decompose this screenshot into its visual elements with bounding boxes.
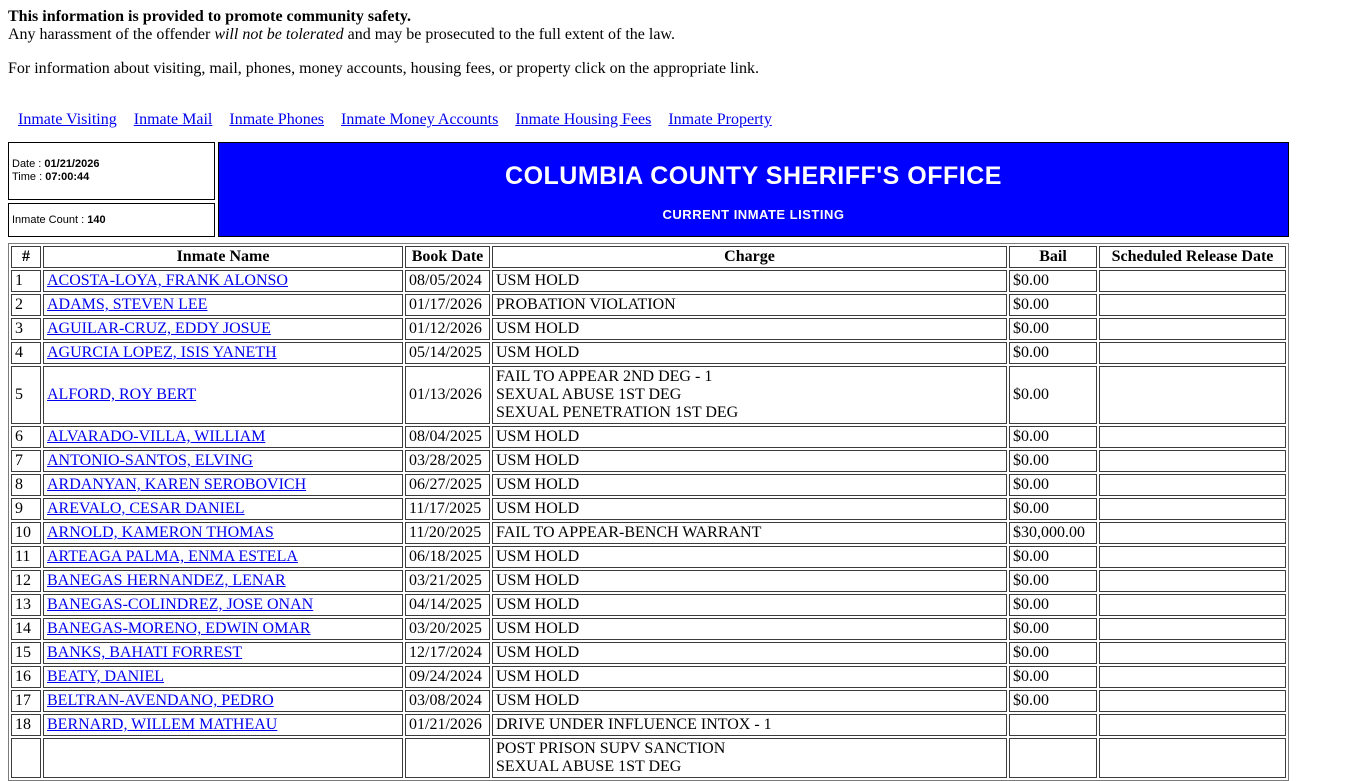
inmate-name-link[interactable]: AGURCIA LOPEZ, ISIS YANETH [47,344,277,361]
book-date-cell: 06/18/2025 [405,546,490,568]
release-date-cell [1099,366,1286,424]
row-number-cell [11,738,41,778]
bail-cell: $0.00 [1009,294,1097,316]
bail-cell: $0.00 [1009,342,1097,364]
inmate-row [11,270,1286,292]
inmate-row [11,714,1286,736]
charge-cell: USM HOLD [492,594,1007,616]
bail-cell: $30,000.00 [1009,522,1097,544]
book-date-cell: 01/17/2026 [405,294,490,316]
charge-cell: USM HOLD [492,546,1007,568]
table-header-row [11,246,1286,268]
book-date-cell: 08/05/2024 [405,270,490,292]
release-date-cell [1099,618,1286,640]
charge-cell: USM HOLD [492,690,1007,712]
row-number-cell: 7 [11,450,41,472]
release-date-cell [1099,426,1286,448]
disclaimer-line1: This information is provided to promote community safety. [8,8,411,25]
bail-cell: $0.00 [1009,498,1097,520]
charge-cell: DRIVE UNDER INFLUENCE INTOX - 1 [492,714,1007,736]
link-inmate-housing-fees[interactable]: Inmate Housing Fees [515,111,652,128]
inmate-row [11,342,1286,364]
inmate-row [11,690,1286,712]
inmate-name-cell [43,714,403,736]
charge-cell: FAIL TO APPEAR-BENCH WARRANT [492,522,1007,544]
charge-cell: USM HOLD [492,270,1007,292]
office-banner [218,142,1289,237]
charge-cell: USM HOLD [492,498,1007,520]
info-line: For information about visiting, mail, phones, money accounts, housing fees, or property click on the appropriate link. [8,60,759,77]
row-number-cell: 17 [11,690,41,712]
page-title: COLUMBIA COUNTY SHERIFF'S OFFICE [505,162,1002,190]
inmate-name-cell [43,666,403,688]
inmate-row [11,294,1286,316]
link-inmate-mail[interactable]: Inmate Mail [133,111,213,128]
row-number-cell: 3 [11,318,41,340]
inmate-name-cell [43,546,403,568]
col-header-scheduled-release-date: Scheduled Release Date [1099,246,1286,268]
inmate-row [11,594,1286,616]
inmate-table [8,243,1289,781]
inmate-row [11,366,1286,424]
row-number-cell: 12 [11,570,41,592]
inmate-row [11,546,1286,568]
time-value: 07:00:44 [45,171,90,183]
bail-cell [1009,738,1097,778]
book-date-cell: 03/20/2025 [405,618,490,640]
row-number-cell: 16 [11,666,41,688]
inmate-name-link[interactable]: BANEGAS-MORENO, EDWIN OMAR [47,620,311,637]
row-number-cell: 18 [11,714,41,736]
row-number-cell: 1 [11,270,41,292]
disclaimer-line2 [8,26,1358,44]
charge-cell: PROBATION VIOLATION [492,294,1007,316]
inmate-count-box [8,203,215,237]
row-number-cell: 2 [11,294,41,316]
inmate-name-cell [43,522,403,544]
book-date-cell: 08/04/2025 [405,426,490,448]
inmate-name-link[interactable]: ALVARADO-VILLA, WILLIAM [47,428,266,445]
inmate-name-link[interactable]: AREVALO, CESAR DANIEL [47,500,245,517]
charge-cell: USM HOLD [492,570,1007,592]
col-header-charge: Charge [492,246,1007,268]
inmate-name-cell [43,642,403,664]
bail-cell: $0.00 [1009,474,1097,496]
inmate-name-cell [43,318,403,340]
charge-cell: USM HOLD [492,474,1007,496]
release-date-cell [1099,498,1286,520]
disclaimer-line2-pre: Any harassment of the offender [8,26,215,43]
release-date-cell [1099,318,1286,340]
col-header-bail: Bail [1009,246,1097,268]
inmate-name-link[interactable]: BERNARD, WILLEM MATHEAU [47,716,278,733]
bail-cell: $0.00 [1009,270,1097,292]
inmate-row [11,570,1286,592]
inmate-name-cell [43,342,403,364]
book-date-cell: 05/14/2025 [405,342,490,364]
release-date-cell [1099,738,1286,778]
bail-cell: $0.00 [1009,666,1097,688]
inmate-name-cell [43,738,403,778]
inmate-row [11,618,1286,640]
inmate-name-cell [43,294,403,316]
datetime-box [8,142,215,200]
bail-cell: $0.00 [1009,570,1097,592]
book-date-cell: 11/17/2025 [405,498,490,520]
header-left-column [8,142,215,237]
inmate-row [11,474,1286,496]
release-date-cell [1099,450,1286,472]
inmate-row [11,522,1286,544]
book-date-cell: 03/08/2024 [405,690,490,712]
inmate-name-cell [43,498,403,520]
link-inmate-property[interactable]: Inmate Property [668,111,772,128]
charge-cell: USM HOLD [492,318,1007,340]
date-value: 01/21/2026 [44,158,100,170]
book-date-cell: 11/20/2025 [405,522,490,544]
book-date-cell: 12/17/2024 [405,642,490,664]
inmate-row [11,450,1286,472]
bail-cell: $0.00 [1009,690,1097,712]
disclaimer-line2-italic: will not be tolerated [214,26,344,43]
bail-cell: $0.00 [1009,366,1097,424]
inmate-name-cell [43,690,403,712]
row-number-cell: 4 [11,342,41,364]
row-number-cell: 9 [11,498,41,520]
inmate-name-link[interactable]: BEATY, DANIEL [47,668,165,685]
release-date-cell [1099,642,1286,664]
charge-cell: USM HOLD [492,450,1007,472]
charge-cell: USM HOLD [492,618,1007,640]
inmate-name-link[interactable]: BELTRAN-AVENDANO, PEDRO [47,692,274,709]
inmate-name-cell [43,474,403,496]
row-number-cell: 14 [11,618,41,640]
release-date-cell [1099,546,1286,568]
release-date-cell [1099,570,1286,592]
inmate-name-cell [43,618,403,640]
row-number-cell: 5 [11,366,41,424]
link-inmate-visiting[interactable]: Inmate Visiting [18,111,117,128]
inmate-name-cell [43,366,403,424]
book-date-cell: 01/21/2026 [405,714,490,736]
link-inmate-money-accounts[interactable]: Inmate Money Accounts [341,111,499,128]
time-row: Time : 07:00:44 [12,171,90,183]
row-number-cell: 15 [11,642,41,664]
inmate-name-cell [43,594,403,616]
bail-cell: $0.00 [1009,642,1097,664]
bail-cell: $0.00 [1009,426,1097,448]
bail-cell: $0.00 [1009,618,1097,640]
book-date-cell: 01/12/2026 [405,318,490,340]
bail-cell: $0.00 [1009,546,1097,568]
book-date-cell: 06/27/2025 [405,474,490,496]
charge-cell: USM HOLD [492,642,1007,664]
release-date-cell [1099,522,1286,544]
release-date-cell [1099,690,1286,712]
inmate-nav [18,111,1358,129]
book-date-cell [405,738,490,778]
inmate-table-body [11,270,1286,778]
bail-cell: $0.00 [1009,450,1097,472]
inmate-name-link[interactable]: ANTONIO-SANTOS, ELVING [47,452,253,469]
charge-cell: POST PRISON SUPV SANCTION SEXUAL ABUSE 1ST DEG [492,738,1007,778]
inmate-name-link[interactable]: ARNOLD, KAMERON THOMAS [47,524,274,541]
inmate-name-link[interactable]: AGUILAR-CRUZ, EDDY JOSUE [47,320,271,337]
col-header-book-date: Book Date [405,246,490,268]
inmate-name-cell [43,270,403,292]
inmate-row [11,666,1286,688]
inmate-row [11,738,1286,778]
inmate-name-link[interactable]: ARDANYAN, KAREN SEROBOVICH [47,476,307,493]
inmate-name-link[interactable]: BANEGAS HERNANDEZ, LENAR [47,572,286,589]
header-section [8,142,1289,237]
inmate-name-cell [43,426,403,448]
bail-cell: $0.00 [1009,318,1097,340]
col-header-inmate-name: Inmate Name [43,246,403,268]
inmate-name-link[interactable]: BANKS, BAHATI FORREST [47,644,243,661]
charge-cell: FAIL TO APPEAR 2ND DEG - 1 SEXUAL ABUSE 1ST DEG SEXUAL PENETRATION 1ST DEG [492,366,1007,424]
row-number-cell: 10 [11,522,41,544]
inmate-name-cell [43,570,403,592]
inmate-name-link[interactable]: ADAMS, STEVEN LEE [47,296,208,313]
inmate-row [11,426,1286,448]
row-number-cell: 13 [11,594,41,616]
inmate-row [11,498,1286,520]
release-date-cell [1099,666,1286,688]
row-number-cell: 8 [11,474,41,496]
bail-cell [1009,714,1097,736]
charge-cell: USM HOLD [492,666,1007,688]
bail-cell: $0.00 [1009,594,1097,616]
inmate-name-cell [43,450,403,472]
book-date-cell: 09/24/2024 [405,666,490,688]
release-date-cell [1099,294,1286,316]
charge-cell: USM HOLD [492,426,1007,448]
inmate-row [11,642,1286,664]
release-date-cell [1099,474,1286,496]
link-inmate-phones[interactable]: Inmate Phones [229,111,325,128]
release-date-cell [1099,342,1286,364]
book-date-cell: 03/21/2025 [405,570,490,592]
release-date-cell [1099,594,1286,616]
release-date-cell [1099,270,1286,292]
book-date-cell: 03/28/2025 [405,450,490,472]
date-row: Date : 01/21/2026 [12,158,100,170]
inmate-count-row: Inmate Count : 140 [12,214,106,226]
book-date-cell: 01/13/2026 [405,366,490,424]
book-date-cell: 04/14/2025 [405,594,490,616]
inmate-name-link[interactable]: ACOSTA-LOYA, FRANK ALONSO [47,272,288,289]
charge-cell: USM HOLD [492,342,1007,364]
page-subtitle: CURRENT INMATE LISTING [662,207,845,222]
inmate-name-link[interactable]: ALFORD, ROY BERT [47,386,197,403]
inmate-row [11,318,1286,340]
disclaimer-line2-post: and may be prosecuted to the full extent of the law. [343,26,675,43]
inmate-name-link[interactable]: BANEGAS-COLINDREZ, JOSE ONAN [47,596,314,613]
inmate-name-link[interactable]: ARTEAGA PALMA, ENMA ESTELA [47,548,298,565]
row-number-cell: 6 [11,426,41,448]
col-header-number: # [11,246,41,268]
inmate-count-value: 140 [87,214,106,226]
row-number-cell: 11 [11,546,41,568]
release-date-cell [1099,714,1286,736]
